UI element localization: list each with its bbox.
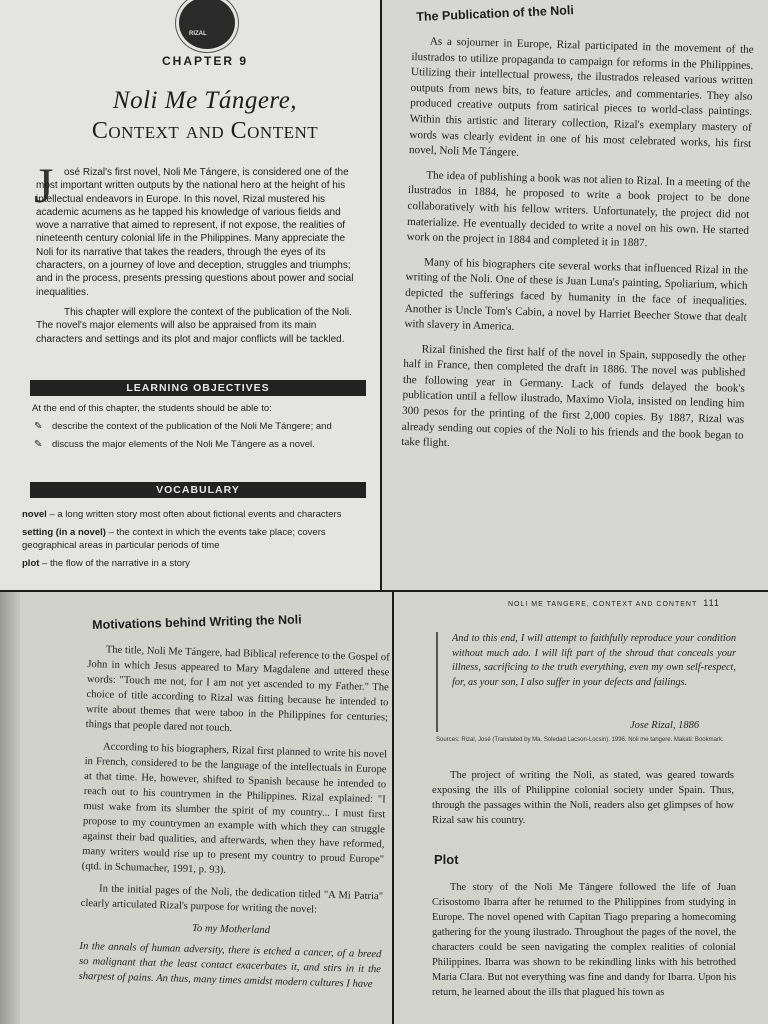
learning-objectives-list xyxy=(32,402,366,451)
vocabulary-list xyxy=(22,508,366,575)
running-header xyxy=(508,598,720,608)
body-paragraph: The project of writing the Noli, as stated, was geared towards exposing the ills of Philippine colonial society under Spain. Thus, through the passages within the Noli, readers also get glimpses of how Rizal saw his country. xyxy=(432,770,734,826)
dedication-title: To my Motherland xyxy=(191,923,271,937)
learning-objectives-heading: LEARNING OBJECTIVES xyxy=(30,380,366,396)
intro-paragraph-1: osé Rizal's first novel, Noli Me Tángere, is considered one of the most important written outputs by the national hero at the height of his intellectual endeavors in Europe. In this novel, Rizal mustered his academic acumens as he tapped his knowledge of various fields and wove a narrative that aimed to represent, if not expose, the realities of nineteenth century colonial life in the Philippines. Many appreciate the Noli for its narrative that takes the readers, through the eyes of its characters, on a journey of love and deception, struggles and triumphs; and in the process, presents pressing questions about power and social inequalities. xyxy=(36,167,354,298)
body-paragraph: In the initial pages of the Noli, the dedication titled "A Mi Patria" clearly articulated Rizal's purpose for writing the novel: xyxy=(80,883,384,916)
chapter-title xyxy=(30,86,380,146)
quote-attribution: Jose Rizal, 1886 xyxy=(630,720,700,731)
chapter-title-line2: Context and Content xyxy=(91,118,319,144)
dedication-excerpt: In the annals of human adversity, there is etched a cancer, of a breed so malignant that the least contact exacerbates it, and stirs in it the sharpest of pains. An thus, many times amidst modern cultures I have xyxy=(78,940,382,991)
objective-item: ✎ discuss the major elements of the Noli Me Tángere as a novel. xyxy=(34,439,315,450)
chapter-title-line1: Noli Me Tángere, xyxy=(112,87,298,114)
body-paragraph: Rizal finished the first half of the novel in Spain, supposedly the other half in France, then completed the draft in 1886. The novel was published the following year in Germany. Lack of funds delayed the book's publication until a fellow ilustrado, Maximo Viola, insisted on lending him 300 pesos for the printing of the first 2,000 copies. By 1887, Rizal was already sending out copies of the Noli to his friends and the book began to take flight. xyxy=(401,343,746,450)
vocab-entry: plot – the flow of the narrative in a story xyxy=(22,558,190,569)
chapter-label: CHAPTER 9 xyxy=(161,54,248,68)
body-paragraph: Many of his biographers cite several works that influenced Rizal in the writing of the Noli. One of these is Juan Luna's painting, Spoliarium, which depicted the sufferings faced by humanity in the face of inequalities. Another is Uncle Tom's Cabin, a novel by Harriet Beecher Stowe that dealt with slavery in America. xyxy=(404,256,749,333)
pen-bullet-icon: ✎ xyxy=(34,421,43,432)
page-chapter-opener xyxy=(0,0,380,590)
project-body xyxy=(432,768,734,836)
page-number: 111 xyxy=(703,598,720,608)
publication-body xyxy=(401,34,754,469)
section-heading-motivations: Motivations behind Writing the Noli xyxy=(92,612,302,632)
body-paragraph: According to his biographers, Rizal first planned to write his novel in French, considered to be the language of the intellectuals in Europe at that time. He, however, shifted to Spanish because he intended to reach out to his countrymen in the Philippines. Rizal explained: "I must wake from its slumber the spirit of my country... I must first propose to my countrymen an example with which they can struggle against their bad qualities, and afterwards, when they have reformed, many writers would rise up to present my country to proud Europe" (qtd. in Schumacher, 1991, p. 93). xyxy=(81,741,388,876)
body-paragraph: The title, Noli Me Tángere, had Biblical reference to the Gospel of John in which Jesus appeared to Mary Magdalene and uttered these words: "Touch me not, for I am not yet ascended to my Father." The choice of title according to Rizal was fitting because he intended to write about themes that were taboo in the Philippines for centuries; things that people dared not touch. xyxy=(85,644,390,735)
body-paragraph: The idea of publishing a book was not alien to Rizal. In a meeting of the ilustrados in 1884, he proposed to write a book project to be done collaboratively with his fellow writers. Unfortunately, the project did not materialize. He eventually decided to write a novel on his own. He started work on the project in 1884 and completed it in 1887. xyxy=(406,169,751,250)
intro-paragraph-2: This chapter will explore the context of the publication of the Noli. The novel's major elements will also be appraised from its main characters and settings and its plot and major conflicts will be tackled. xyxy=(36,306,352,345)
page-publication xyxy=(382,0,768,590)
chapter-logo xyxy=(176,0,238,52)
drop-cap: J xyxy=(34,157,54,213)
quote-rule xyxy=(436,632,438,732)
running-head-text: NOLI ME TANGERE, CONTEXT AND CONTENT xyxy=(508,601,698,608)
page-plot xyxy=(394,592,768,1024)
page-gutter xyxy=(0,592,20,1024)
block-quote: And to this end, I will attempt to faithfully reproduce your condition without much ado. I will lift part of the shroud that conceals your illness, sacrificing to the truth everything, even my own self-respect, for, as your son, I also suffer in your defects and failings. xyxy=(452,633,736,688)
vocab-entry: setting (in a novel) – the context in which the events take place; covers geographical areas in particular periods of time xyxy=(22,527,326,551)
objective-item: ✎ describe the context of the publication of the Noli Me Tángere; and xyxy=(34,421,332,432)
vocabulary-heading: VOCABULARY xyxy=(30,482,366,498)
section-heading-plot: Plot xyxy=(434,852,459,867)
objectives-intro: At the end of this chapter, the students should be able to: xyxy=(32,403,272,414)
pen-bullet-icon: ✎ xyxy=(34,439,43,450)
section-heading-publication: The Publication of the Noli xyxy=(416,3,575,24)
motivations-body xyxy=(78,642,390,999)
body-paragraph: As a sojourner in Europe, Rizal participated in the movement of the ilustrados to utilize propaganda to campaign for reforms in the Philippines. Utilizing their intellectual prowess, the ilustrados released various written outputs from news bits, to feature articles, and commentaries. They also produced creative outputs from satirical pieces to world-class paintings. Within this artistic and literary collection, Rizal's exemplary mastery of words was clearly evident in one of his most celebrated works, his first novel, Noli Me Tángere. xyxy=(408,35,754,159)
page-motivations xyxy=(0,592,392,1024)
intro-text xyxy=(36,166,362,353)
vocab-entry: novel – a long written story most often about fictional events and characters xyxy=(22,509,342,520)
body-paragraph: The story of the Noli Me Tángere followed the life of Juan Crisostomo Ibarra after he returned to the Philippines from studying in Europe. The novel opened with Capitan Tiago preparing a homecoming gathering for the young ilustrado. Throughout the pages of the novel, the characters could be seen navigating the complex realities of colonial Philippines. Ibarra was shown to be rekindling links with his betrothed Maria Clara. But not everything was fine and dandy for Ibarra. Upon his return, he learned about the ills that plagued his town as xyxy=(432,882,736,998)
plot-body xyxy=(432,880,736,1000)
logo-text: RIZAL xyxy=(189,31,207,37)
sources-note: Sources: Rizal, José (Translated by Ma. Soledad Lacson-Locsin). 1996. Noli me tangere. Makati: Bookmark. xyxy=(436,737,724,743)
